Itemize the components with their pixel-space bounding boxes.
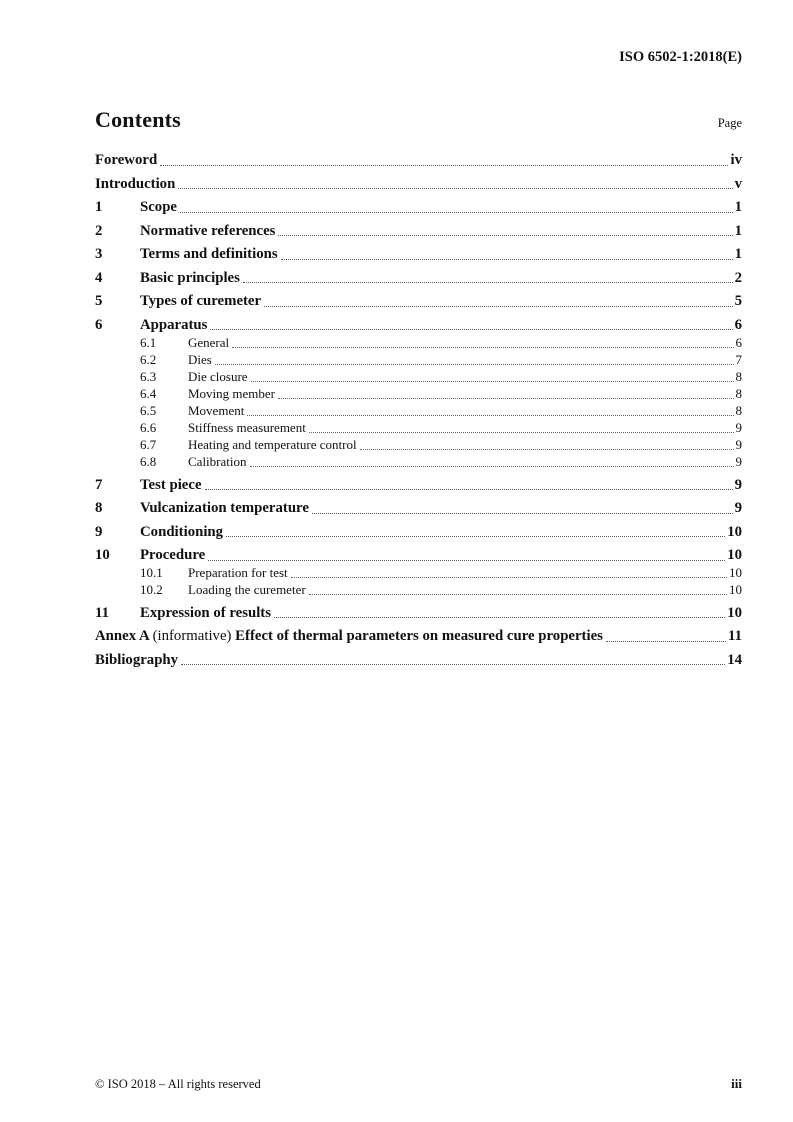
contents-header bbox=[95, 107, 742, 133]
dot-leader bbox=[251, 381, 734, 382]
toc-entry-label: Moving member bbox=[188, 385, 276, 401]
toc-entry[interactable] bbox=[95, 404, 742, 419]
annex-qualifier: (informative) bbox=[152, 628, 236, 645]
toc-entry-label: Heating and temperature control bbox=[188, 437, 357, 453]
toc-entry-number: 6.2 bbox=[140, 351, 157, 367]
toc-entry[interactable] bbox=[95, 294, 742, 310]
toc-entry[interactable] bbox=[95, 387, 742, 402]
dot-leader bbox=[250, 466, 734, 467]
toc-entry[interactable] bbox=[95, 421, 742, 436]
toc-entry-label: Test piece bbox=[140, 476, 202, 493]
toc-entry-page: 6 bbox=[735, 334, 742, 350]
toc-entry-number: 11 bbox=[95, 604, 109, 621]
dot-leader bbox=[274, 617, 725, 618]
toc-entry[interactable] bbox=[95, 629, 742, 645]
toc-entry-page: 1 bbox=[734, 199, 742, 216]
toc-entry-number: 8 bbox=[95, 500, 103, 517]
page-column-label: Page bbox=[717, 116, 742, 130]
dot-leader bbox=[226, 536, 725, 537]
dot-leader bbox=[178, 188, 732, 189]
toc-entry-number: 4 bbox=[95, 269, 103, 286]
toc-entry[interactable] bbox=[95, 438, 742, 453]
toc-entry-page: 10 bbox=[727, 523, 742, 540]
toc-entry-label: Calibration bbox=[188, 454, 247, 470]
toc-entry-page: 7 bbox=[735, 351, 742, 367]
toc-entry-number: 10.2 bbox=[140, 582, 163, 598]
dot-leader bbox=[181, 664, 725, 665]
toc-entry-label: Die closure bbox=[188, 368, 248, 384]
toc-entry-page: 1 bbox=[734, 222, 742, 239]
toc-entry-number: 6.6 bbox=[140, 419, 157, 435]
toc-entry-label: Apparatus bbox=[140, 316, 208, 333]
dot-leader bbox=[247, 415, 733, 416]
toc-entry[interactable] bbox=[95, 271, 742, 287]
page-footer bbox=[95, 1076, 742, 1092]
toc-entry-page: 8 bbox=[735, 385, 742, 401]
toc-entry-page: 1 bbox=[734, 246, 742, 263]
toc-entry[interactable] bbox=[95, 370, 742, 385]
toc-entry-page: 5 bbox=[734, 293, 742, 310]
folio-page-number: iii bbox=[731, 1076, 742, 1091]
toc-entry-page: 10 bbox=[727, 604, 742, 621]
toc-entry-label: Loading the curemeter bbox=[188, 582, 306, 598]
toc-entry[interactable] bbox=[95, 177, 742, 193]
toc-entry-label: Scope bbox=[140, 199, 177, 216]
toc-entry-number: 6.3 bbox=[140, 368, 157, 384]
toc-entry-label: Stiffness measurement bbox=[188, 419, 306, 435]
toc-entry-number: 10 bbox=[95, 547, 110, 564]
document-reference: ISO 6502-1:2018(E) bbox=[619, 49, 742, 65]
toc-entry-page: 9 bbox=[735, 454, 742, 470]
toc-entry-page: 6 bbox=[734, 316, 742, 333]
dot-leader bbox=[210, 329, 732, 330]
toc-entry-number: 2 bbox=[95, 222, 103, 239]
dot-leader bbox=[281, 259, 733, 260]
toc-entry[interactable] bbox=[95, 548, 742, 564]
dot-leader bbox=[208, 560, 725, 561]
toc-entry[interactable] bbox=[95, 583, 742, 598]
toc-entry-number: 6.5 bbox=[140, 402, 157, 418]
toc-entry-page: 14 bbox=[727, 651, 742, 668]
toc-entry-number: 9 bbox=[95, 523, 103, 540]
toc-entry-page: 11 bbox=[728, 628, 742, 645]
toc-entry-label: Introduction bbox=[95, 175, 176, 192]
toc-entry[interactable] bbox=[95, 606, 742, 622]
toc-entry-page: 10 bbox=[729, 565, 742, 581]
toc-entry-number: 10.1 bbox=[140, 565, 163, 581]
dot-leader bbox=[312, 513, 733, 514]
toc-entry-label: Normative references bbox=[140, 222, 276, 239]
toc-entry[interactable] bbox=[95, 566, 742, 581]
toc-entry[interactable] bbox=[95, 653, 742, 669]
toc-entry[interactable] bbox=[95, 153, 742, 169]
toc-entry-label: Bibliography bbox=[95, 651, 179, 668]
toc-entry[interactable] bbox=[95, 525, 742, 541]
toc-entry-number: 6 bbox=[95, 316, 103, 333]
toc-entry-label: Procedure bbox=[140, 547, 206, 564]
toc-entry-label: Foreword bbox=[95, 152, 158, 168]
toc-entry-page: 9 bbox=[735, 419, 742, 435]
dot-leader bbox=[160, 165, 728, 166]
toc-entry-label: Preparation for test bbox=[188, 565, 288, 581]
toc-entry-label: Types of curemeter bbox=[140, 293, 262, 310]
dot-leader bbox=[291, 577, 727, 578]
dot-leader bbox=[606, 641, 726, 642]
toc-entry-page: 8 bbox=[735, 402, 742, 418]
toc-entry-number: 3 bbox=[95, 246, 103, 263]
toc-entry-number: 6.1 bbox=[140, 334, 157, 350]
toc-entry[interactable] bbox=[95, 247, 742, 263]
toc-list bbox=[95, 153, 742, 668]
toc-entry-page: 9 bbox=[734, 476, 742, 493]
toc-entry[interactable] bbox=[95, 478, 742, 494]
toc-entry[interactable] bbox=[95, 501, 742, 517]
toc-entry-page: 2 bbox=[734, 269, 742, 286]
toc-entry[interactable] bbox=[95, 318, 742, 334]
annex-id: Annex A bbox=[95, 628, 153, 645]
toc-entry[interactable] bbox=[95, 224, 742, 240]
toc-entry-page: 9 bbox=[735, 437, 742, 453]
toc-entry-page: 8 bbox=[735, 368, 742, 384]
toc-entry-page: 10 bbox=[729, 582, 742, 598]
toc-entry-label: Vulcanization temperature bbox=[140, 500, 309, 517]
toc-entry-number: 1 bbox=[95, 199, 103, 216]
dot-leader bbox=[205, 489, 733, 490]
toc-entry[interactable] bbox=[95, 353, 742, 368]
toc-entry-label bbox=[95, 629, 603, 645]
dot-leader bbox=[278, 235, 732, 236]
toc-entry-page: iv bbox=[730, 152, 742, 168]
dot-leader bbox=[232, 347, 733, 348]
toc-entry-label: Movement bbox=[188, 402, 245, 418]
toc-entry-page: 10 bbox=[727, 547, 742, 564]
toc-entry-number: 7 bbox=[95, 476, 103, 493]
toc-entry-label: Conditioning bbox=[140, 523, 224, 540]
toc-entry[interactable] bbox=[95, 200, 742, 216]
dot-leader bbox=[278, 398, 733, 399]
dot-leader bbox=[215, 364, 734, 365]
dot-leader bbox=[360, 449, 734, 450]
dot-leader bbox=[243, 282, 733, 283]
toc-entry[interactable] bbox=[95, 455, 742, 470]
annex-title: Effect of thermal parameters on measured cure properties bbox=[235, 628, 603, 645]
toc-entry-label: Basic principles bbox=[140, 269, 240, 286]
toc-entry-number: 6.8 bbox=[140, 454, 157, 470]
toc-entry-number: 6.4 bbox=[140, 385, 157, 401]
dot-leader bbox=[309, 432, 734, 433]
toc-entry[interactable] bbox=[95, 336, 742, 351]
copyright-notice: © ISO 2018 – All rights reserved bbox=[95, 1077, 261, 1091]
toc-entry-label: Expression of results bbox=[140, 604, 271, 621]
toc-entry-label: Dies bbox=[188, 351, 212, 367]
toc-entry-page: v bbox=[734, 175, 742, 192]
toc-entry-number: 6.7 bbox=[140, 437, 157, 453]
dot-leader bbox=[264, 306, 733, 307]
toc-entry-label: Terms and definitions bbox=[140, 246, 278, 263]
toc-entry-number: 5 bbox=[95, 293, 103, 310]
dot-leader bbox=[180, 212, 733, 213]
toc-entry-label: General bbox=[188, 334, 230, 350]
toc-entry-page: 9 bbox=[734, 500, 742, 517]
contents-title: Contents bbox=[95, 107, 181, 132]
dot-leader bbox=[309, 594, 727, 595]
